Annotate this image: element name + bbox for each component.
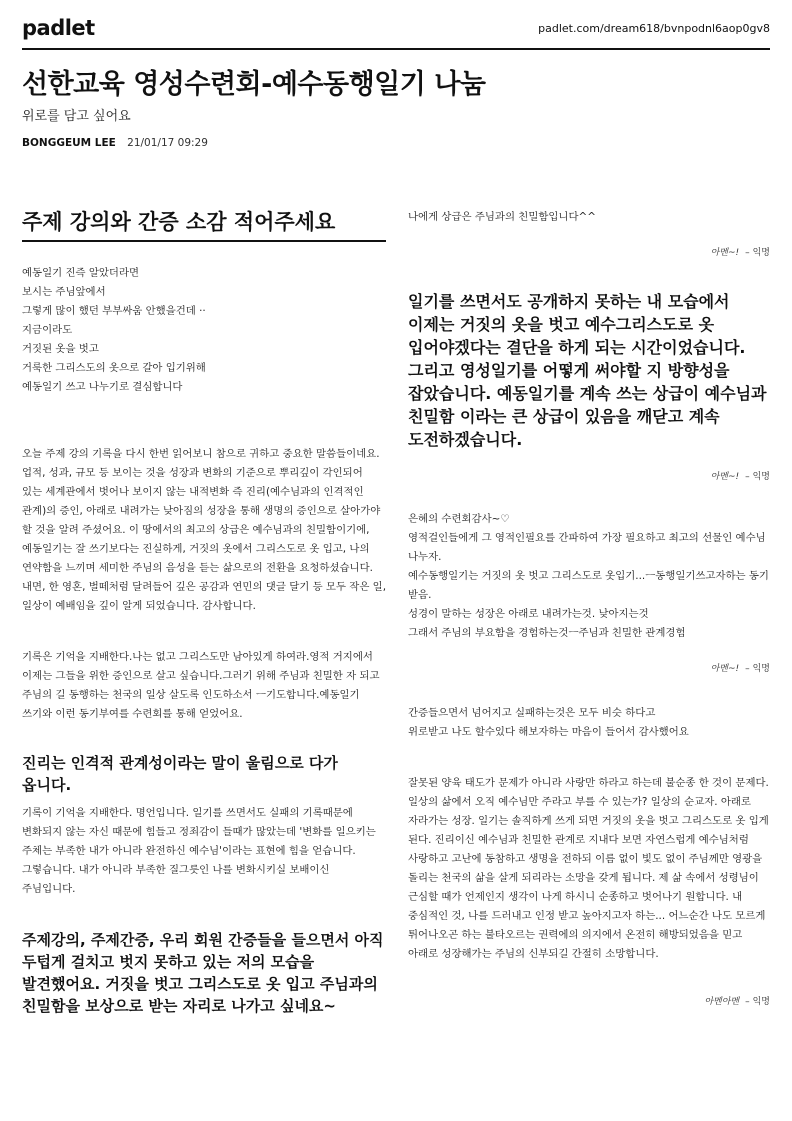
- post-body: 기록이 기억을 지배한다. 명언입니다. 일기를 쓰면서도 실패의 기록때문에 변화되지 않는 자신 때문에 힘들고 정죄감이 들때가 많았는데 '변화를 일으키는 주체는 부족한 내가 아니라 완전하신 예수님'이라는 표현에 힘을 얻습니다. 그렇습니다. 내가 아니라 부족한 질그릇인 나를 변화시키실 보배이신 주님입니다.: [22, 807, 376, 895]
- post-card[interactable]: [408, 208, 770, 258]
- comment-name: 아멘~!: [710, 248, 740, 258]
- post-meta: [22, 137, 208, 149]
- post-card[interactable]: [408, 704, 770, 742]
- post-heading: 일기를 쓰면서도 공개하지 못하는 내 모습에서 이제는 거짓의 옷을 벗고 예수그리스도로 옷 입어야겠다는 결단을 하게 되는 시간이었습니다. 그리고 영성일기를 어떻게 써야할 지 방향성을 잡았습니다. 예동일기를 계속 쓰는 상급이 예수님과 친밀함 이라는 큰 상급이 있음을 깨닫고 계속 도전하겠습니다.: [408, 292, 767, 449]
- page-subtitle: 위로를 담고 싶어요: [22, 109, 131, 124]
- post-card[interactable]: [408, 290, 770, 482]
- footer-separator: –: [745, 248, 750, 258]
- post-body: 잘못된 양육 태도가 문제가 아니라 사랑만 하라고 하는데 불순종 한 것이 문제다. 일상의 삶에서 오직 예수님만 주라고 부를 수 있는가? 일상의 순교자. 아래로 자라가는 성장. 일기는 솔직하게 쓰게 되면 거짓의 옷을 벗고 그리스도로 옷 입게 된다. 진리이신 예수님과 친밀한 관계로 지내다 보면 자연스럽게 예수님처럼 사랑하고 고난에 동참하고 생명을 전하되 이름 없이 빛도 없이 주님께만 영광을 돌리는 천국의 삶을 살게 되리라는 소망을 갖게 됩니다. 제 삶 속에서 성령님이 근심할 때가 언제인지 생각이 나게 하시니 순종하고 벗어나기 원합니다. 내 중심적인 것, 나를 드러내고 인정 받고 높아지고자 하는... 어느순간 나도 모르게 튀어나오곤 하는 불타오르는 권력에의 의지에서 온전히 해방되었음을 믿고 아래로 성장해가는 주님의 신부되길 간절히 소망합니다.: [408, 777, 769, 960]
- comment-name: 아멘아멘: [704, 997, 740, 1007]
- post-card[interactable]: [22, 445, 386, 616]
- post-card[interactable]: [22, 264, 386, 397]
- author-name: BONGGEUM LEE: [22, 137, 116, 149]
- comment-author: 익명: [752, 472, 770, 482]
- post-footer: [408, 994, 770, 1007]
- comment-author: 익명: [752, 997, 770, 1007]
- comment-name: 아멘~!: [710, 664, 740, 674]
- comment-author: 익명: [752, 248, 770, 258]
- page-title: 선한교육 영성수련회-예수동행일기 나눔: [22, 69, 486, 100]
- post-heading: 주제강의, 주제간증, 우리 회원 간증들을 들으면서 아직 두텁게 걸치고 벗지 못하고 있는 저의 모습을 발견했어요. 거짓을 벗고 그리스도로 옷 입고 주님과의 친밀함을 보상으로 받는 자리로 나가고 싶네요~: [22, 931, 384, 1015]
- post-footer: [408, 661, 770, 674]
- post-footer: [408, 245, 770, 258]
- column-left: [22, 208, 386, 1017]
- comment-author: 익명: [752, 664, 770, 674]
- column-right: [408, 208, 770, 1007]
- post-card[interactable]: [22, 929, 386, 1017]
- post-footer: [408, 469, 770, 482]
- post-body: 예동일기 진즉 알았더라면 보시는 주님앞에서 그렇게 많이 했던 부부싸움 안했을건데 ·· 지금이라도 거짓된 옷을 벗고 거룩한 그리스도의 옷으로 갈아 입기위해 예동일기 쓰고 나누기로 결심합니다: [22, 267, 206, 393]
- post-body: 나에게 상급은 주님과의 친밀함입니다^^: [408, 211, 596, 223]
- header-divider: [22, 48, 770, 50]
- post-body: 기록은 기억을 지배한다.나는 없고 그리스도만 남아있게 하여라.영적 거지에서 이제는 그들을 위한 증인으로 살고 싶습니다.그러기 위해 주님과 친밀한 자 되고 주님의 길 동행하는 천국의 일상 살도록 인도하소서 ㅡ기도합니다.예동일기 쓰기와 이런 동기부여를 수련회를 통해 얻었어요.: [22, 651, 380, 720]
- post-card[interactable]: [22, 752, 386, 899]
- footer-separator: –: [745, 664, 750, 674]
- footer-separator: –: [745, 472, 750, 482]
- post-card[interactable]: [408, 510, 770, 674]
- footer-separator: –: [745, 997, 750, 1007]
- post-heading: 진리는 인격적 관계성이라는 말이 울림으로 다가 옵니다.: [22, 754, 338, 794]
- post-card[interactable]: [408, 774, 770, 1007]
- post-date: 21/01/17 09:29: [127, 137, 208, 149]
- page-url: padlet.com/dream618/bvnpodnl6aop0gv8: [538, 22, 770, 35]
- post-body: 오늘 주제 강의 기록을 다시 한번 읽어보니 참으로 귀하고 중요한 말씀들이네요. 업적, 성과, 규모 등 보이는 것을 성장과 변화의 기준으로 뿌리깊이 각인되어 있는 세계관에서 벗어나 보이지 않는 내적변화 즉 진리(예수님과의 인격적인 관계)의 증인, 아래로 내려가는 낮아짐의 성장을 통해 생명의 증인으로 살아가야 할 것을 알려 주셨어요. 이 땅에서의 최고의 상급은 예수님과의 친밀함이기에, 예동일기는 잘 쓰기보다는 진실하게, 거짓의 옷에서 그리스도로 옷 입고, 나의 연약함을 느끼며 세미한 주님의 음성을 듣는 삶으로의 전환을 요청하셨습니다. 내면, 한 영혼, 벌떼처럼 달려들어 깊은 공감과 연민의 댓글 달기 등 모두 작은 일, 일상이 예배임을 깊이 알게 되었습니다. 감사합니다.: [22, 448, 387, 612]
- post-card[interactable]: [22, 648, 386, 724]
- post-body: 은혜의 수련회감사~♡ 영적걸인들에게 그 영적인필요를 간파하여 가장 필요하고 최고의 선물인 예수님 나누자. 예수동행일기는 거짓의 옷 벗고 그리스도로 옷입기...ㅡ동행일기쓰고자하는 동기 받음. 성경이 말하는 성장은 아래로 내려가는것. 낮아지는것 그래서 주님의 부요함을 경험하는것ㅡ주님과 친밀한 관계경험: [408, 513, 769, 639]
- post-body: 간증들으면서 넘어지고 실패하는것은 모두 비슷 하다고 위로받고 나도 할수있다 해보자하는 마음이 들어서 감사했어요: [408, 707, 689, 738]
- padlet-logo[interactable]: padlet: [22, 16, 95, 40]
- section-title: 주제 강의와 간증 소감 적어주세요: [22, 208, 386, 242]
- comment-name: 아멘~!: [710, 472, 740, 482]
